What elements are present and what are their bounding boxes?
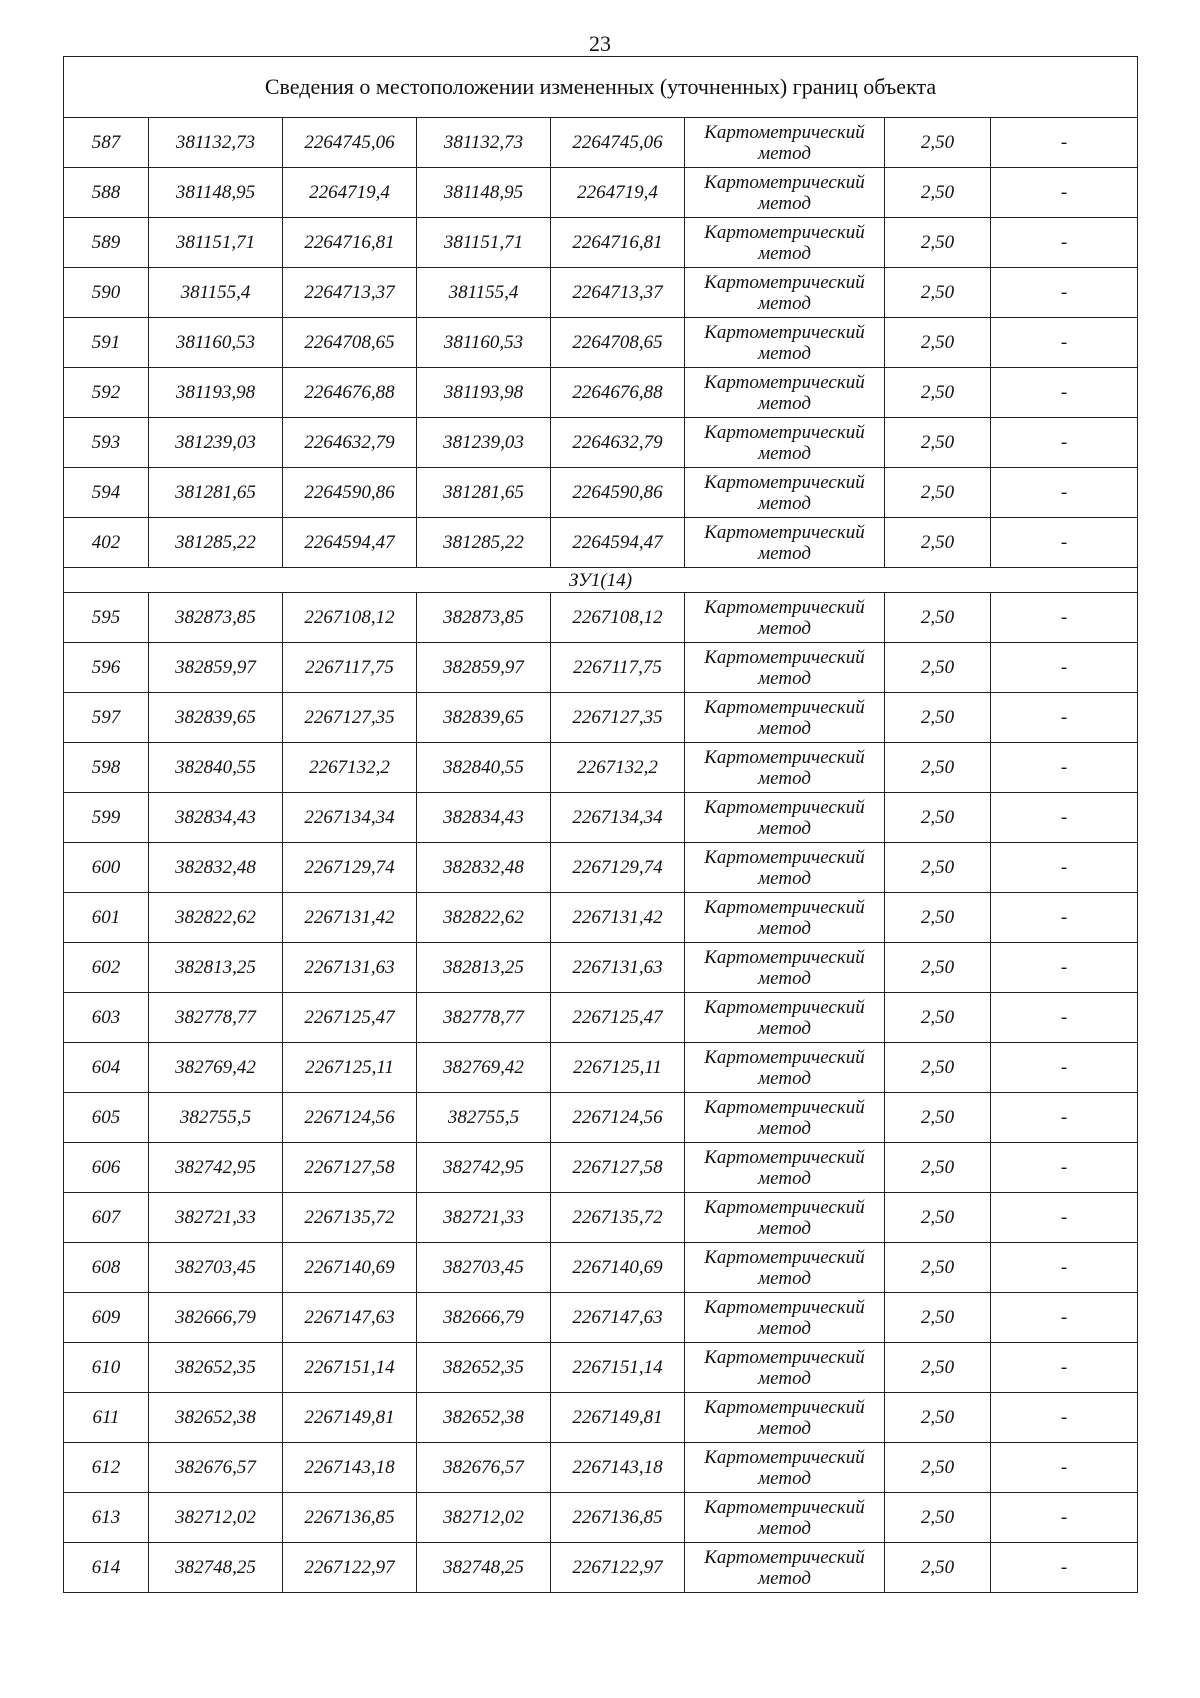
table-row xyxy=(64,593,1138,643)
refined-y-cell: 2267125,11 xyxy=(551,1043,685,1093)
refined-x-cell: 382652,38 xyxy=(417,1393,551,1443)
refined-x-cell: 382652,35 xyxy=(417,1343,551,1393)
table-row xyxy=(64,118,1138,168)
table-row xyxy=(64,168,1138,218)
point-number-cell: 593 xyxy=(64,418,149,468)
point-number-cell: 605 xyxy=(64,1093,149,1143)
refined-x-cell: 382839,65 xyxy=(417,693,551,743)
point-number-cell: 610 xyxy=(64,1343,149,1393)
table-row xyxy=(64,1493,1138,1543)
table-row xyxy=(64,1093,1138,1143)
precision-cell: 2,50 xyxy=(885,468,991,518)
method-cell: Картометрический метод xyxy=(685,1293,885,1343)
description-cell: - xyxy=(991,993,1138,1043)
existing-y-cell: 2267132,2 xyxy=(283,743,417,793)
table-row xyxy=(64,643,1138,693)
existing-y-cell: 2267127,58 xyxy=(283,1143,417,1193)
refined-x-cell: 381285,22 xyxy=(417,518,551,568)
precision-cell: 2,50 xyxy=(885,1393,991,1443)
description-cell: - xyxy=(991,843,1138,893)
precision-cell: 2,50 xyxy=(885,1243,991,1293)
precision-cell: 2,50 xyxy=(885,793,991,843)
table-row xyxy=(64,1343,1138,1393)
existing-y-cell: 2267131,42 xyxy=(283,893,417,943)
existing-y-cell: 2267151,14 xyxy=(283,1343,417,1393)
refined-y-cell: 2267136,85 xyxy=(551,1493,685,1543)
table-row xyxy=(64,893,1138,943)
refined-x-cell: 381148,95 xyxy=(417,168,551,218)
table-row xyxy=(64,793,1138,843)
table-row xyxy=(64,468,1138,518)
precision-cell: 2,50 xyxy=(885,1093,991,1143)
table-row xyxy=(64,268,1138,318)
method-cell: Картометрический метод xyxy=(685,368,885,418)
method-cell: Картометрический метод xyxy=(685,1343,885,1393)
point-number-cell: 604 xyxy=(64,1043,149,1093)
refined-x-cell: 382703,45 xyxy=(417,1243,551,1293)
precision-cell: 2,50 xyxy=(885,368,991,418)
method-cell: Картометрический метод xyxy=(685,118,885,168)
method-cell: Картометрический метод xyxy=(685,1393,885,1443)
existing-y-cell: 2264590,86 xyxy=(283,468,417,518)
refined-x-cell: 382873,85 xyxy=(417,593,551,643)
existing-x-cell: 382755,5 xyxy=(149,1093,283,1143)
description-cell: - xyxy=(991,893,1138,943)
refined-y-cell: 2267143,18 xyxy=(551,1443,685,1493)
point-number-cell: 609 xyxy=(64,1293,149,1343)
existing-y-cell: 2267117,75 xyxy=(283,643,417,693)
table-row xyxy=(64,218,1138,268)
existing-x-cell: 382769,42 xyxy=(149,1043,283,1093)
section-label: ЗУ1(14) xyxy=(64,568,1138,593)
refined-y-cell: 2267127,58 xyxy=(551,1143,685,1193)
existing-y-cell: 2267122,97 xyxy=(283,1543,417,1593)
existing-x-cell: 382840,55 xyxy=(149,743,283,793)
description-cell: - xyxy=(991,1193,1138,1243)
point-number-cell: 592 xyxy=(64,368,149,418)
existing-x-cell: 381132,73 xyxy=(149,118,283,168)
precision-cell: 2,50 xyxy=(885,593,991,643)
existing-y-cell: 2267127,35 xyxy=(283,693,417,743)
method-cell: Картометрический метод xyxy=(685,418,885,468)
refined-x-cell: 382712,02 xyxy=(417,1493,551,1543)
description-cell: - xyxy=(991,1243,1138,1293)
point-number-cell: 402 xyxy=(64,518,149,568)
existing-x-cell: 381193,98 xyxy=(149,368,283,418)
refined-y-cell: 2264716,81 xyxy=(551,218,685,268)
description-cell: - xyxy=(991,218,1138,268)
point-number-cell: 613 xyxy=(64,1493,149,1543)
method-cell: Картометрический метод xyxy=(685,643,885,693)
existing-x-cell: 382676,57 xyxy=(149,1443,283,1493)
refined-x-cell: 381132,73 xyxy=(417,118,551,168)
precision-cell: 2,50 xyxy=(885,1143,991,1193)
description-cell: - xyxy=(991,118,1138,168)
existing-x-cell: 381148,95 xyxy=(149,168,283,218)
existing-x-cell: 382778,77 xyxy=(149,993,283,1043)
refined-y-cell: 2267117,75 xyxy=(551,643,685,693)
refined-x-cell: 382748,25 xyxy=(417,1543,551,1593)
existing-x-cell: 381160,53 xyxy=(149,318,283,368)
description-cell: - xyxy=(991,1043,1138,1093)
point-number-cell: 614 xyxy=(64,1543,149,1593)
refined-y-cell: 2264745,06 xyxy=(551,118,685,168)
precision-cell: 2,50 xyxy=(885,118,991,168)
refined-y-cell: 2267108,12 xyxy=(551,593,685,643)
point-number-cell: 590 xyxy=(64,268,149,318)
refined-x-cell: 382769,42 xyxy=(417,1043,551,1093)
description-cell: - xyxy=(991,418,1138,468)
existing-x-cell: 382813,25 xyxy=(149,943,283,993)
existing-y-cell: 2264716,81 xyxy=(283,218,417,268)
existing-x-cell: 382721,33 xyxy=(149,1193,283,1243)
existing-x-cell: 382703,45 xyxy=(149,1243,283,1293)
existing-y-cell: 2267140,69 xyxy=(283,1243,417,1293)
precision-cell: 2,50 xyxy=(885,418,991,468)
refined-y-cell: 2267131,63 xyxy=(551,943,685,993)
method-cell: Картометрический метод xyxy=(685,1043,885,1093)
existing-y-cell: 2267135,72 xyxy=(283,1193,417,1243)
description-cell: - xyxy=(991,1293,1138,1343)
existing-y-cell: 2267136,85 xyxy=(283,1493,417,1543)
point-number-cell: 591 xyxy=(64,318,149,368)
existing-y-cell: 2267131,63 xyxy=(283,943,417,993)
refined-x-cell: 381151,71 xyxy=(417,218,551,268)
existing-y-cell: 2267125,47 xyxy=(283,993,417,1043)
refined-y-cell: 2267140,69 xyxy=(551,1243,685,1293)
existing-y-cell: 2264632,79 xyxy=(283,418,417,468)
method-cell: Картометрический метод xyxy=(685,518,885,568)
table-row xyxy=(64,843,1138,893)
point-number-cell: 596 xyxy=(64,643,149,693)
point-number-cell: 608 xyxy=(64,1243,149,1293)
point-number-cell: 612 xyxy=(64,1443,149,1493)
existing-y-cell: 2267134,34 xyxy=(283,793,417,843)
existing-x-cell: 382652,35 xyxy=(149,1343,283,1393)
existing-x-cell: 382822,62 xyxy=(149,893,283,943)
table-row xyxy=(64,1393,1138,1443)
refined-x-cell: 382721,33 xyxy=(417,1193,551,1243)
method-cell: Картометрический метод xyxy=(685,468,885,518)
precision-cell: 2,50 xyxy=(885,1543,991,1593)
point-number-cell: 599 xyxy=(64,793,149,843)
description-cell: - xyxy=(991,793,1138,843)
method-cell: Картометрический метод xyxy=(685,843,885,893)
existing-x-cell: 382652,38 xyxy=(149,1393,283,1443)
refined-y-cell: 2267151,14 xyxy=(551,1343,685,1393)
existing-y-cell: 2264713,37 xyxy=(283,268,417,318)
existing-x-cell: 382742,95 xyxy=(149,1143,283,1193)
refined-y-cell: 2264594,47 xyxy=(551,518,685,568)
table-row xyxy=(64,1543,1138,1593)
existing-x-cell: 382834,43 xyxy=(149,793,283,843)
boundary-coordinates-table xyxy=(63,56,1138,1593)
point-number-cell: 588 xyxy=(64,168,149,218)
table-row xyxy=(64,1043,1138,1093)
point-number-cell: 595 xyxy=(64,593,149,643)
method-cell: Картометрический метод xyxy=(685,1193,885,1243)
point-number-cell: 589 xyxy=(64,218,149,268)
precision-cell: 2,50 xyxy=(885,893,991,943)
point-number-cell: 597 xyxy=(64,693,149,743)
table-row xyxy=(64,518,1138,568)
refined-x-cell: 382834,43 xyxy=(417,793,551,843)
refined-x-cell: 382859,97 xyxy=(417,643,551,693)
table-row xyxy=(64,368,1138,418)
point-number-cell: 594 xyxy=(64,468,149,518)
precision-cell: 2,50 xyxy=(885,1443,991,1493)
precision-cell: 2,50 xyxy=(885,268,991,318)
method-cell: Картометрический метод xyxy=(685,318,885,368)
point-number-cell: 603 xyxy=(64,993,149,1043)
point-number-cell: 598 xyxy=(64,743,149,793)
table-row xyxy=(64,1443,1138,1493)
refined-y-cell: 2267147,63 xyxy=(551,1293,685,1343)
existing-y-cell: 2267143,18 xyxy=(283,1443,417,1493)
method-cell: Картометрический метод xyxy=(685,1243,885,1293)
table-row xyxy=(64,943,1138,993)
method-cell: Картометрический метод xyxy=(685,1493,885,1543)
existing-y-cell: 2267124,56 xyxy=(283,1093,417,1143)
description-cell: - xyxy=(991,168,1138,218)
table-row xyxy=(64,1243,1138,1293)
description-cell: - xyxy=(991,1443,1138,1493)
existing-x-cell: 381151,71 xyxy=(149,218,283,268)
precision-cell: 2,50 xyxy=(885,743,991,793)
method-cell: Картометрический метод xyxy=(685,693,885,743)
point-number-cell: 606 xyxy=(64,1143,149,1193)
method-cell: Картометрический метод xyxy=(685,593,885,643)
description-cell: - xyxy=(991,1143,1138,1193)
existing-x-cell: 381155,4 xyxy=(149,268,283,318)
existing-y-cell: 2264745,06 xyxy=(283,118,417,168)
refined-x-cell: 381160,53 xyxy=(417,318,551,368)
point-number-cell: 607 xyxy=(64,1193,149,1243)
existing-x-cell: 381239,03 xyxy=(149,418,283,468)
refined-x-cell: 382778,77 xyxy=(417,993,551,1043)
refined-y-cell: 2267124,56 xyxy=(551,1093,685,1143)
table-title-row xyxy=(64,57,1138,118)
existing-y-cell: 2264676,88 xyxy=(283,368,417,418)
refined-y-cell: 2267135,72 xyxy=(551,1193,685,1243)
point-number-cell: 587 xyxy=(64,118,149,168)
description-cell: - xyxy=(991,693,1138,743)
refined-x-cell: 382832,48 xyxy=(417,843,551,893)
precision-cell: 2,50 xyxy=(885,1043,991,1093)
existing-x-cell: 382832,48 xyxy=(149,843,283,893)
description-cell: - xyxy=(991,268,1138,318)
existing-y-cell: 2267125,11 xyxy=(283,1043,417,1093)
refined-y-cell: 2267131,42 xyxy=(551,893,685,943)
point-number-cell: 602 xyxy=(64,943,149,993)
method-cell: Картометрический метод xyxy=(685,893,885,943)
precision-cell: 2,50 xyxy=(885,943,991,993)
method-cell: Картометрический метод xyxy=(685,993,885,1043)
refined-y-cell: 2264719,4 xyxy=(551,168,685,218)
refined-x-cell: 382813,25 xyxy=(417,943,551,993)
method-cell: Картометрический метод xyxy=(685,743,885,793)
method-cell: Картометрический метод xyxy=(685,943,885,993)
existing-y-cell: 2264594,47 xyxy=(283,518,417,568)
description-cell: - xyxy=(991,743,1138,793)
precision-cell: 2,50 xyxy=(885,1193,991,1243)
precision-cell: 2,50 xyxy=(885,843,991,893)
existing-x-cell: 382748,25 xyxy=(149,1543,283,1593)
method-cell: Картометрический метод xyxy=(685,793,885,843)
point-number-cell: 601 xyxy=(64,893,149,943)
description-cell: - xyxy=(991,1393,1138,1443)
precision-cell: 2,50 xyxy=(885,643,991,693)
existing-x-cell: 382859,97 xyxy=(149,643,283,693)
method-cell: Картометрический метод xyxy=(685,1143,885,1193)
description-cell: - xyxy=(991,368,1138,418)
precision-cell: 2,50 xyxy=(885,218,991,268)
table-row xyxy=(64,743,1138,793)
existing-y-cell: 2267147,63 xyxy=(283,1293,417,1343)
method-cell: Картометрический метод xyxy=(685,168,885,218)
description-cell: - xyxy=(991,318,1138,368)
table-title: Сведения о местоположении измененных (уточненных) границ объекта xyxy=(64,57,1138,118)
existing-x-cell: 381285,22 xyxy=(149,518,283,568)
table-row xyxy=(64,1293,1138,1343)
table-row xyxy=(64,993,1138,1043)
refined-y-cell: 2264676,88 xyxy=(551,368,685,418)
existing-y-cell: 2264708,65 xyxy=(283,318,417,368)
section-header-row xyxy=(64,568,1138,593)
point-number-cell: 611 xyxy=(64,1393,149,1443)
refined-x-cell: 382742,95 xyxy=(417,1143,551,1193)
table-row xyxy=(64,418,1138,468)
description-cell: - xyxy=(991,943,1138,993)
precision-cell: 2,50 xyxy=(885,993,991,1043)
refined-y-cell: 2267132,2 xyxy=(551,743,685,793)
precision-cell: 2,50 xyxy=(885,1343,991,1393)
precision-cell: 2,50 xyxy=(885,1293,991,1343)
description-cell: - xyxy=(991,518,1138,568)
refined-y-cell: 2264708,65 xyxy=(551,318,685,368)
refined-y-cell: 2267129,74 xyxy=(551,843,685,893)
description-cell: - xyxy=(991,1343,1138,1393)
refined-y-cell: 2264713,37 xyxy=(551,268,685,318)
precision-cell: 2,50 xyxy=(885,168,991,218)
precision-cell: 2,50 xyxy=(885,518,991,568)
page-number: 23 xyxy=(589,31,611,56)
table-row xyxy=(64,1193,1138,1243)
point-number-cell: 600 xyxy=(64,843,149,893)
existing-x-cell: 382839,65 xyxy=(149,693,283,743)
description-cell: - xyxy=(991,468,1138,518)
method-cell: Картометрический метод xyxy=(685,1443,885,1493)
refined-x-cell: 382822,62 xyxy=(417,893,551,943)
table-row xyxy=(64,318,1138,368)
refined-x-cell: 382755,5 xyxy=(417,1093,551,1143)
existing-y-cell: 2267108,12 xyxy=(283,593,417,643)
refined-y-cell: 2264590,86 xyxy=(551,468,685,518)
existing-x-cell: 382873,85 xyxy=(149,593,283,643)
refined-x-cell: 382676,57 xyxy=(417,1443,551,1493)
refined-x-cell: 382840,55 xyxy=(417,743,551,793)
method-cell: Картометрический метод xyxy=(685,218,885,268)
description-cell: - xyxy=(991,1543,1138,1593)
refined-y-cell: 2267134,34 xyxy=(551,793,685,843)
refined-y-cell: 2267125,47 xyxy=(551,993,685,1043)
description-cell: - xyxy=(991,1093,1138,1143)
method-cell: Картометрический метод xyxy=(685,1093,885,1143)
refined-x-cell: 381193,98 xyxy=(417,368,551,418)
refined-y-cell: 2267127,35 xyxy=(551,693,685,743)
existing-y-cell: 2264719,4 xyxy=(283,168,417,218)
table-row xyxy=(64,1143,1138,1193)
refined-x-cell: 382666,79 xyxy=(417,1293,551,1343)
existing-x-cell: 382666,79 xyxy=(149,1293,283,1343)
refined-y-cell: 2267149,81 xyxy=(551,1393,685,1443)
precision-cell: 2,50 xyxy=(885,1493,991,1543)
refined-x-cell: 381239,03 xyxy=(417,418,551,468)
description-cell: - xyxy=(991,643,1138,693)
existing-x-cell: 382712,02 xyxy=(149,1493,283,1543)
method-cell: Картометрический метод xyxy=(685,1543,885,1593)
refined-y-cell: 2267122,97 xyxy=(551,1543,685,1593)
refined-x-cell: 381155,4 xyxy=(417,268,551,318)
precision-cell: 2,50 xyxy=(885,318,991,368)
refined-y-cell: 2264632,79 xyxy=(551,418,685,468)
existing-x-cell: 381281,65 xyxy=(149,468,283,518)
method-cell: Картометрический метод xyxy=(685,268,885,318)
description-cell: - xyxy=(991,593,1138,643)
table-row xyxy=(64,693,1138,743)
existing-y-cell: 2267149,81 xyxy=(283,1393,417,1443)
description-cell: - xyxy=(991,1493,1138,1543)
existing-y-cell: 2267129,74 xyxy=(283,843,417,893)
refined-x-cell: 381281,65 xyxy=(417,468,551,518)
precision-cell: 2,50 xyxy=(885,693,991,743)
